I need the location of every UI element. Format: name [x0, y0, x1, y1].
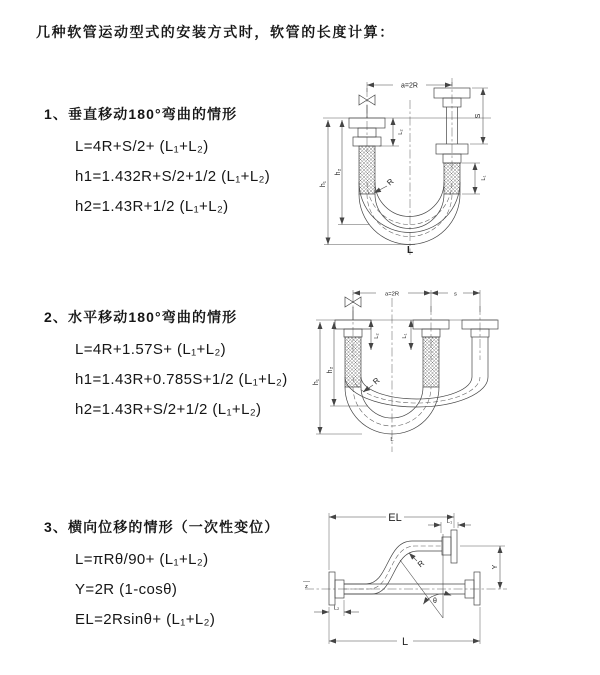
- dimension-s: [431, 290, 480, 312]
- dim-label-l1: L₁: [402, 333, 408, 339]
- hose-s-curve: [344, 541, 442, 594]
- dim-label-l-total: L: [390, 437, 394, 443]
- section-2: [44, 307, 288, 425]
- dimension-l1: [428, 519, 471, 533]
- dim-label-l1: L₁: [481, 175, 487, 181]
- braided-hose: [345, 337, 361, 387]
- dim-label-l1: L₁: [446, 519, 453, 525]
- centerline-mark: [303, 582, 310, 591]
- dim-label-s: S: [475, 113, 482, 119]
- dim-label-r: R: [415, 558, 427, 570]
- angle-construction: [400, 534, 451, 618]
- section-2-heading: 2、水平移动180°弯曲的情形: [44, 309, 238, 325]
- dimension-l2: [314, 600, 359, 616]
- right-flange-original: [465, 572, 480, 605]
- hose-u-bend-shifted: [345, 377, 488, 407]
- dimension-l-total: [329, 607, 480, 648]
- radius-callout: [363, 376, 382, 392]
- dimension-l2: [379, 118, 404, 146]
- dimension-y: [460, 546, 505, 589]
- dim-label-s: s: [454, 291, 457, 298]
- radius-callout: [409, 553, 426, 569]
- formula-h1: h1=1.432R+S/2+1/2 (L₁+L₂): [75, 168, 271, 185]
- dim-label-l2: L₂: [374, 333, 380, 339]
- section-3: [44, 517, 279, 635]
- dimension-l2: [371, 320, 380, 350]
- section-1-heading: 1、垂直移动180°弯曲的情形: [44, 106, 238, 122]
- dim-label-el: EL: [388, 512, 402, 524]
- dimension-a2r: [367, 82, 452, 92]
- formula-l: L=4R+1.57S+ (L₁+L₂): [75, 341, 227, 358]
- formula-h2: h2=1.43R+1/2 (L₁+L₂): [75, 198, 229, 215]
- formula-l: L=4R+S/2+ (L₁+L₂): [75, 138, 209, 155]
- dim-label-h1: h₁: [313, 378, 320, 386]
- diagram-vertical-180-bend: [315, 72, 585, 262]
- dimension-s: [470, 88, 488, 144]
- valve-icon: [359, 95, 375, 118]
- dim-label-h2: h₂: [335, 168, 342, 176]
- braided-hose: [444, 163, 460, 194]
- dim-label-h2: h₂: [327, 366, 334, 374]
- braided-hose: [423, 337, 439, 387]
- page-title: 几种软管运动型式的安装方式时，软管的长度计算：: [36, 24, 395, 40]
- dim-label-a2r: a=2R: [384, 291, 400, 298]
- dim-label-z: z: [305, 584, 308, 590]
- dim-label-y: Y: [492, 564, 499, 570]
- dim-label-theta: θ: [433, 598, 437, 605]
- radius-callout: [374, 177, 396, 193]
- dim-label-r: R: [385, 176, 396, 188]
- formula-h2: h2=1.43R+S/2+1/2 (L₁+L₂): [75, 401, 262, 418]
- dim-label-l-total: L: [406, 245, 414, 256]
- diagram-horizontal-180-bend: [310, 282, 590, 462]
- section-1: [44, 104, 270, 222]
- left-flange: [329, 572, 344, 605]
- dimension-l1: [402, 320, 411, 350]
- dim-label-a2r: a=2R: [401, 82, 418, 90]
- diagram-lateral-displacement: [300, 500, 592, 668]
- formula-l: L=πRθ/90+ (L₁+L₂): [75, 551, 209, 568]
- formula-h1: h1=1.43R+0.785S+1/2 (L₁+L₂): [75, 371, 288, 388]
- dim-label-l2: L₂: [333, 605, 340, 612]
- dim-label-l2: L₂: [398, 129, 404, 135]
- upper-flange-displaced: [442, 530, 457, 563]
- formula-el: EL=2Rsinθ+ (L₁+L₂): [75, 611, 216, 628]
- centerlines: [353, 291, 480, 452]
- section-3-heading: 3、横向位移的情形（一次性变位）: [44, 519, 280, 535]
- dim-label-h1: h₁: [320, 180, 327, 188]
- dim-label-r: R: [371, 375, 382, 387]
- dim-label-l: L: [401, 636, 409, 648]
- dimension-l1: [462, 163, 487, 194]
- formula-y: Y=2R (1-cosθ): [75, 581, 178, 598]
